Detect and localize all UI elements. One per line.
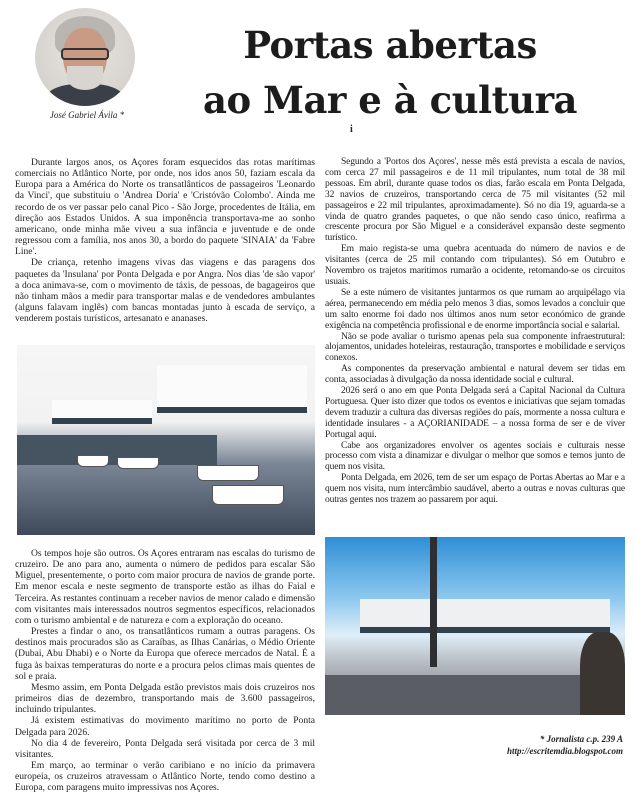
cruise-ship-port-photo	[325, 537, 625, 715]
author-name: José Gabriel Ávila *	[49, 110, 125, 120]
paragraph: Durante largos anos, os Açores foram esquecidos das rotas marítimas comerciais no Atlântico Norte, por onde, nos idos anos 50, faziam escala da Europa para a América do Norte os transatlânticos de passageiros 'Leonardo da Vinci', que substituiu o 'Andrea Doria' e 'Cristóvão Colombo'. Ainda me recordo de os ver passar pelo canal Pico - São Jorge, procedentes de Itália, em direção aos Estados Unidos. A sua imponência transportava-me ao sonho americano, onde minha mãe viveu a sua infância e juventude e de onde regressou com a família, nos anos 30, a bordo do paquete 'SINAIA' da 'Fabre Line'.	[15, 157, 315, 258]
paragraph: No dia 4 de fevereiro, Ponta Delgada será visitada por cerca de 3 mil visitantes.	[15, 737, 315, 760]
paragraph: Prestes a findar o ano, os transatlânticos rumam a outras paragens. Os destinos mais procurados são as Caraíbas, as Ilhas Canárias, o Médio Oriente (Dubai, Abu Dhabi) e o Norte da Europa que oferece mercados de Natal. É a fuga às baixas temperaturas do norte e a procura pelos climas mais quentes de sol e praia.	[15, 626, 315, 682]
paragraph: Já existem estimativas do movimento marítimo no porto de Ponta Delgada para 2026.	[15, 715, 315, 738]
footer-credit	[507, 733, 623, 757]
right-column	[325, 157, 625, 506]
cruise-ship-harbor-photo	[17, 345, 315, 535]
author-photo	[35, 8, 135, 106]
paragraph: Em maio regista-se uma quebra acentuada do número de navios e de visitantes (cerca de 25 mil contando com tripulantes). Só em Outubro e Novembro os trajetos marítimos rumarão a ocidente, retomando-se os circuitos usuais.	[325, 243, 625, 287]
paragraph: Os tempos hoje são outros. Os Açores entraram nas escalas do turismo de cruzeiro. De ano para ano, aumenta o número de pedidos para escalar São Miguel, presentemente, o porto com maior procura de navios de grande porte. Em menor escala e neste segmento de transporte estão as ilhas do Faial e Terceira. As restantes continuam a receber navios de menor calado e dimensão com visitantes mais interessados noutros segmentos específicos, relacionados com o turismo ambiental e de natureza e com a exploração do oceano.	[15, 548, 315, 626]
left-column-top	[15, 157, 315, 324]
headline	[185, 18, 595, 128]
paragraph: Segundo a 'Portos dos Açores', nesse mês está prevista a escala de navios, com cerca 27 mil passageiros e de 11 mil tripulantes, num total de 38 mil pessoas. Em abril, durante quase todos os dias, farão escala em Ponta Delgada, 32 navios de cruzeiros, transportando cerca de 75 mil visitantes (52 mil passageiros e 22 mil tripulantes, aproximadamente). Só no dia 19, aguarda-se a vinda de quatro grandes paquetes, o que não sendo caso único, reafirma a crescente procura por São Miguel e a considerável expansão deste segmento turístico.	[325, 156, 625, 244]
paragraph: As componentes da preservação ambiental e natural devem ser tidas em conta, associadas à divulgação da nossa identidade social e cultural.	[325, 363, 625, 386]
paragraph: 2026 será o ano em que Ponta Delgada será a Capital Nacional da Cultura Portuguesa. Quer isto dizer que todos os eventos e iniciativas que sejam tomadas devem traduzir a cultura das diversas regiões do país, mormente a nossa cultura e identidade insulares - a AÇORIANIDADE – a nossa forma de ser e de viver Portugal aqui.	[325, 385, 625, 440]
headline-line-1: Portas abertas	[243, 23, 537, 67]
paragraph: Em março, ao terminar o verão caribiano e no início da primavera europeia, os cruzeiros atravessam o Atlântico Norte, tendo como destino a Europa, com paragens muito impressivas nos Açores.	[15, 759, 315, 794]
paragraph: De criança, retenho imagens vivas das viagens e das paragens dos paquetes da 'Insulana' por Ponta Delgada e por Angra. Nos dias 'de são vapor' a doca animava-se, com o movimento de táxis, de pessoas, de bagageiros que não tinham mãos a medir para transportar malas e de vendedores ambulantes (alguns falavam inglês) com bancas montadas junto à escada de serviço, a venderem postais turísticos, artesanato e ananases.	[15, 257, 315, 325]
headline-line-2: ao Mar e à cultura	[202, 78, 578, 122]
paragraph: Ponta Delgada, em 2026, tem de ser um espaço de Portas Abertas ao Mar e a quem nos visita, num intercâmbio saudável, aberto a outras e novas culturas que outras gentes nos trazem ao passarem por aqui.	[325, 472, 625, 506]
section-marker: i	[350, 124, 353, 135]
paragraph: Cabe aos organizadores envolver os agentes sociais e culturais nesse processo com vista a dinamizar e divulgar o melhor que somos e temos junto de quem nos visita.	[325, 439, 625, 473]
journalist-credit: * Jornalista c.p. 239 A	[539, 734, 623, 744]
paragraph: Mesmo assim, em Ponta Delgada estão previstos mais dois cruzeiros nos primeiros dias de dezembro, transportando mais de 3.600 passageiros, incluindo tripulantes.	[15, 681, 315, 716]
left-column-bottom	[15, 548, 315, 793]
blog-url[interactable]: http://escritemdia.blogspot.com	[507, 746, 623, 756]
paragraph: Não se pode avaliar o turismo apenas pela sua componente infraestrutural: alojamentos, unidades hoteleiras, restauração, transportes e mobilidade e serviços conexos.	[325, 330, 625, 364]
paragraph: Se a este número de visitantes juntarmos os que rumam ao arquipélago via aérea, permanecendo em média pelo menos 3 dias, somos levados a concluir que um salto enorme foi dado nos últimos anos num setor económico de grande exigência na competência profissional e de enorme importância social e salarial.	[325, 286, 625, 331]
